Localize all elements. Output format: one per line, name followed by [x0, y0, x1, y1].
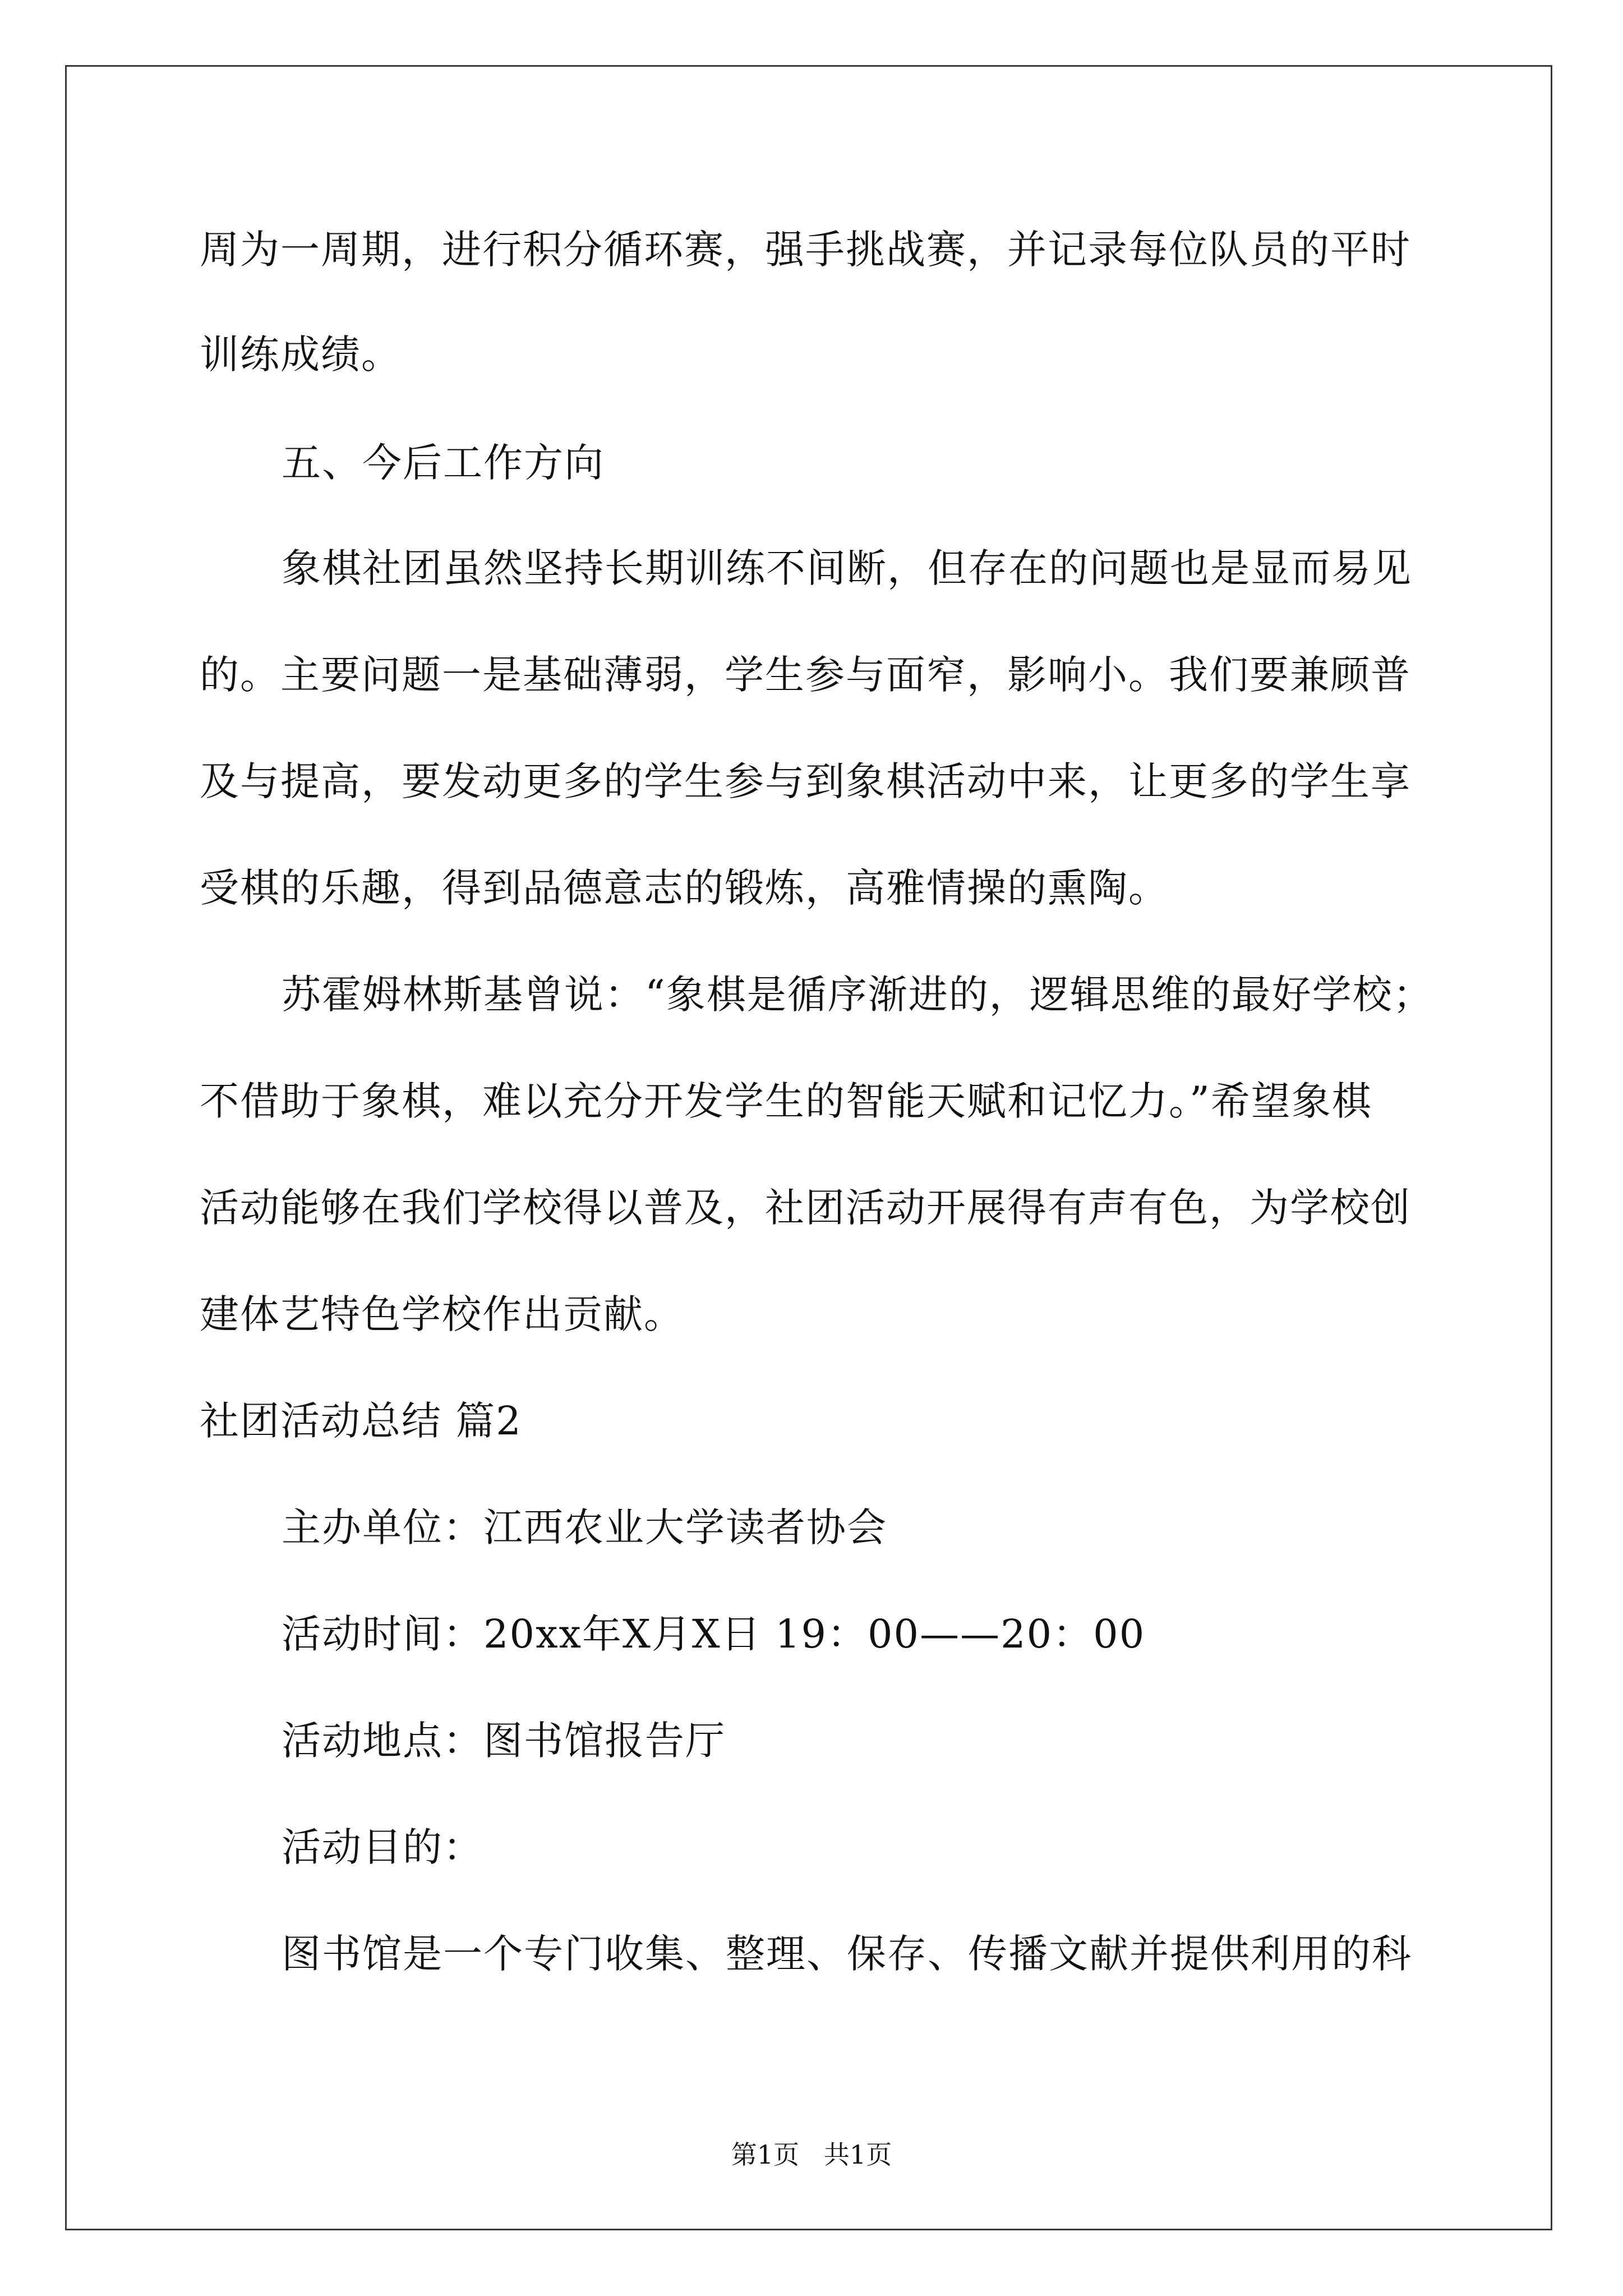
- event-time-line: 活动时间：20xx年X月X日 19：00——20：00: [282, 1611, 1146, 1657]
- body-text-line: 图书馆是一个专门收集、整理、保存、传播文献并提供利用的科: [282, 1931, 1412, 1977]
- page-number-footer: 第1页 共1页: [731, 2139, 892, 2170]
- body-text-line: 活动能够在我们学校得以普及，社团活动开展得有声有色，为学校创: [200, 1185, 1411, 1231]
- section-heading: 五、今后工作方向: [282, 440, 605, 486]
- body-text-line: 周为一周期，进行积分循环赛，强手挑战赛，并记录每位队员的平时: [200, 227, 1411, 273]
- organizer-line: 主办单位：江西农业大学读者协会: [282, 1504, 887, 1550]
- body-text-line: 受棋的乐趣，得到品德意志的锻炼，高雅情操的熏陶。: [200, 865, 1169, 911]
- event-purpose-label: 活动目的：: [282, 1824, 483, 1870]
- page-border: [65, 65, 1552, 2230]
- body-text-line: 建体艺特色学校作出贡献。: [200, 1291, 684, 1337]
- body-text-line: 的。主要问题一是基础薄弱，学生参与面窄，影响小。我们要兼顾普: [200, 652, 1411, 698]
- body-text-line: 不借助于象棋，难以充分开发学生的智能天赋和记忆力。”希望象棋: [200, 1078, 1372, 1124]
- body-text-line: 及与提高，要发动更多的学生参与到象棋活动中来，让更多的学生享: [200, 758, 1411, 804]
- body-text-line: 训练成绩。: [200, 332, 402, 378]
- body-text-line: 象棋社团虽然坚持长期训练不间断，但存在的问题也是显而易见: [282, 545, 1412, 591]
- article-heading: 社团活动总结 篇2: [200, 1398, 522, 1444]
- body-text-line: 苏霍姆林斯基曾说：“象棋是循序渐进的，逻辑思维的最好学校；: [282, 972, 1433, 1018]
- event-location-line: 活动地点：图书馆报告厅: [282, 1718, 726, 1764]
